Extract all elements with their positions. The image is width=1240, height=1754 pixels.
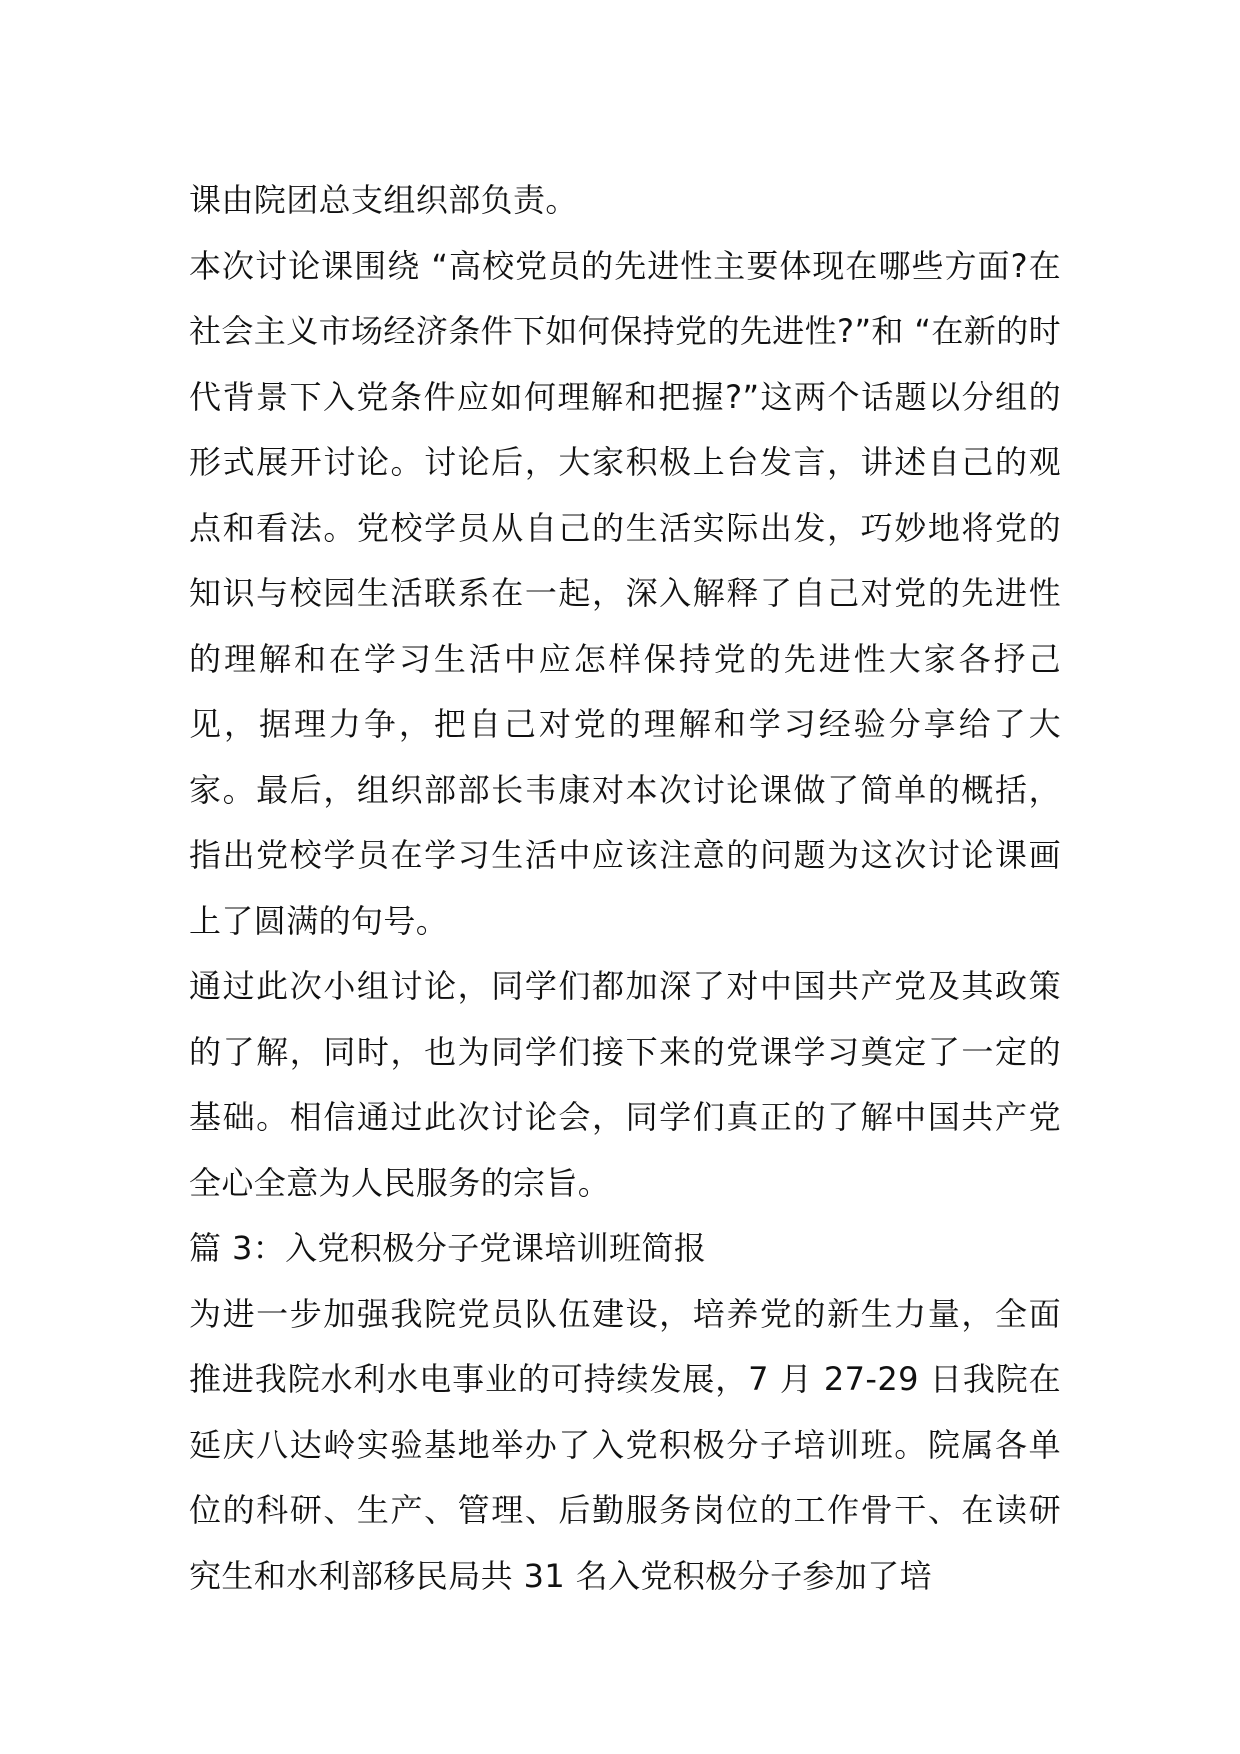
paragraph-course-responsibility: 课由院团总支组织部负责。 — [189, 181, 578, 219]
paragraph-discussion-course: 本次讨论课围绕 “高校党员的先进性主要体现在哪些方面?在社会主义市场经济条件下如何保持党的先进性?”和 “在新的时代背景下入党条件应如何理解和把握?”这两个话题以分组的形式展开讨论。讨论后，大家积极上台发言，讲述自己的观点和看法。党校学员从自己的生活实际出发，巧妙地将党的知识与校园生活联系在一起，深入解释了自己对党的先进性的理解和在学习生活中应怎样保持党的先进性大家各抒己见，据理力争，把自己对党的理解和学习经验分享给了大家。最后，组织部部长韦康对本次讨论课做了简单的概括，指出党校学员在学习生活中应该注意的问题为这次讨论课画上了圆满的句号。 — [189, 246, 1061, 940]
paragraph-training-class: 为进一步加强我院党员队伍建设，培养党的新生力量，全面推进我院水利水电事业的可持续发展，7 月 27-29 日我院在延庆八达岭实验基地举办了入党积极分子培训班。院属各单位的科研、生产、管理、后勤服务岗位的工作骨干、在读研究生和水利部移民局共 31 名入党积极分子参加了培 — [189, 1294, 1061, 1595]
paragraph-discussion-outcome: 通过此次小组讨论，同学们都加深了对中国共产党及其政策的了解，同时，也为同学们接下来的党课学习奠定了一定的基础。相信通过此次讨论会，同学们真正的了解中国共产党全心全意为人民服务的宗旨。 — [189, 967, 1061, 1202]
section-heading: 篇 3：入党积极分子党课培训班简报 — [189, 1229, 707, 1267]
document-page — [189, 168, 1061, 1609]
